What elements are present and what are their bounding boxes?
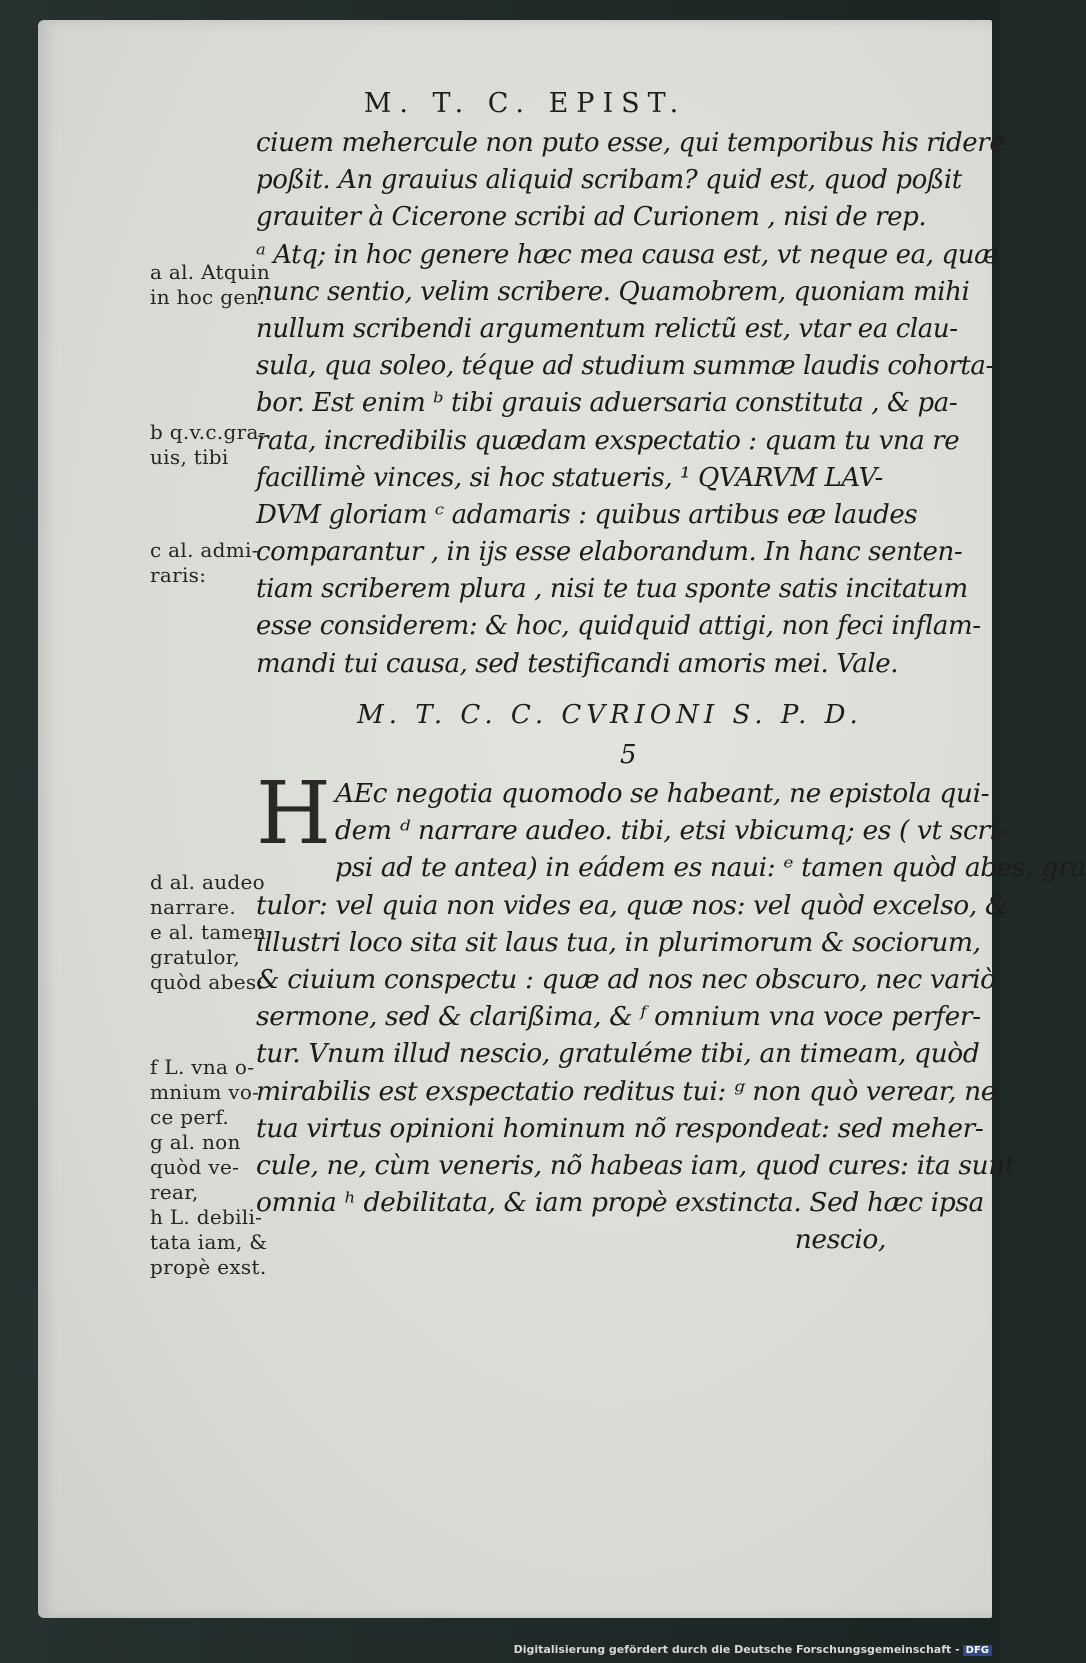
text-line: mirabilis est exspectatio reditus tui: ᵍ non quò verear, ne — [256, 1075, 997, 1107]
catchword: nescio, — [794, 1224, 886, 1256]
text-line: poßit. An grauius aliquid scribam? quid est, quod poßit — [256, 165, 962, 196]
text-line: bor. Est enim ᵇ tibi grauis aduersaria constituta , & pa- — [256, 388, 958, 419]
text-line: esse considerem: & hoc, quidquid attigi, non feci inflam- — [256, 611, 981, 642]
text-line: tulor: vel quia non vides ea, quæ nos: vel quòd excelso, & — [256, 889, 1009, 921]
text-line: psi ad te antea) in eádem es naui: ᵉ tamen quòd abes, gra — [335, 852, 1086, 884]
text-line: ᵃ Atq; in hoc genere hæc mea causa est, vt neque ea, quæ — [256, 239, 999, 270]
margin-note-b: b q.v.c.gra- uis, tibi — [150, 420, 266, 469]
text-line: ciuem mehercule non puto esse, qui temporibus his ridere — [256, 128, 1005, 158]
margin-note-c: c al. admi- raris: — [150, 538, 259, 587]
text-line: grauiter à Cicerone scribi ad Curionem , nisi de rep. — [256, 202, 927, 233]
text-line: DVM gloriam ᶜ adamaris : quibus artibus eæ laudes — [256, 499, 918, 530]
text-line: AEc negotia quomodo se habeant, ne epistola qui- — [335, 778, 990, 809]
dfg-logo: DFG — [963, 1645, 992, 1656]
text-line: dem ᵈ narrare audeo. tibi, etsi vbicumq; es ( vt scri- — [335, 815, 1007, 847]
text-line: sermone, sed & clarißima, & ᶠ omnium vna voce perfer- — [256, 1001, 981, 1033]
running-header: M. T. C. EPIST. — [363, 88, 687, 119]
text-line: rata, incredibilis quædam exspectatio : quam tu vna re — [256, 425, 960, 456]
margin-note-f-g-h: f L. vna o- mnium vo- ce perf. g al. non quòd ve- rear, h L. debili- tata iam, & propè exst. — [150, 1055, 268, 1279]
text-line: facillimè vinces, si hoc statueris, ¹ QVARVM LAV- — [256, 462, 883, 493]
drop-cap: H — [256, 764, 331, 864]
text-line: omnia ʰ debilitata, & iam propè exstincta. Sed hæc ipsa — [256, 1187, 984, 1219]
main-text-block-2 — [256, 764, 1086, 1258]
text-line: nullum scribendi argumentum relictũ est, vtar ea clau- — [256, 313, 958, 344]
text-line: comparantur , in ijs esse elaborandum. In hanc senten- — [256, 537, 963, 568]
text-line: tiam scriberem plura , nisi te tua sponte satis incitatum — [256, 574, 968, 605]
text-line: & ciuium conspectu : quæ ad nos nec obscuro, nec variò — [256, 963, 996, 995]
text-line: mandi tui causa, sed testificandi amoris mei. Vale. — [256, 648, 899, 679]
text-line: illustri loco sita sit laus tua, in plurimorum & sociorum, — [256, 926, 981, 958]
text-line: tua virtus opinioni hominum nõ respondeat: sed meher- — [256, 1112, 984, 1144]
digitization-credit: Digitalisierung gefördert durch die Deutsche Forschungsgemeinschaft - DFG — [514, 1643, 992, 1656]
text-line: tur. Vnum illud nescio, gratuléme tibi, an timeam, quòd — [256, 1038, 980, 1070]
text-line: cule, ne, cùm veneris, nõ habeas iam, quod cures: ita sunt — [256, 1149, 1016, 1181]
main-text-block-1 — [256, 125, 1005, 683]
text-line: nunc sentio, velim scribere. Quamobrem, quoniam mihi — [256, 276, 970, 307]
margin-note-d-e: d al. audeo narrare. e al. tamen gratulor, quòd abes: — [150, 870, 267, 994]
letter-heading: M. T. C. C. CVRIONI S. P. D. — [357, 700, 863, 730]
letter-number: 5 — [620, 740, 637, 770]
text-line: sula, qua soleo, téque ad studium summæ laudis cohorta- — [256, 351, 994, 382]
margin-note-a: a al. Atquin in hoc gen. — [150, 260, 271, 309]
